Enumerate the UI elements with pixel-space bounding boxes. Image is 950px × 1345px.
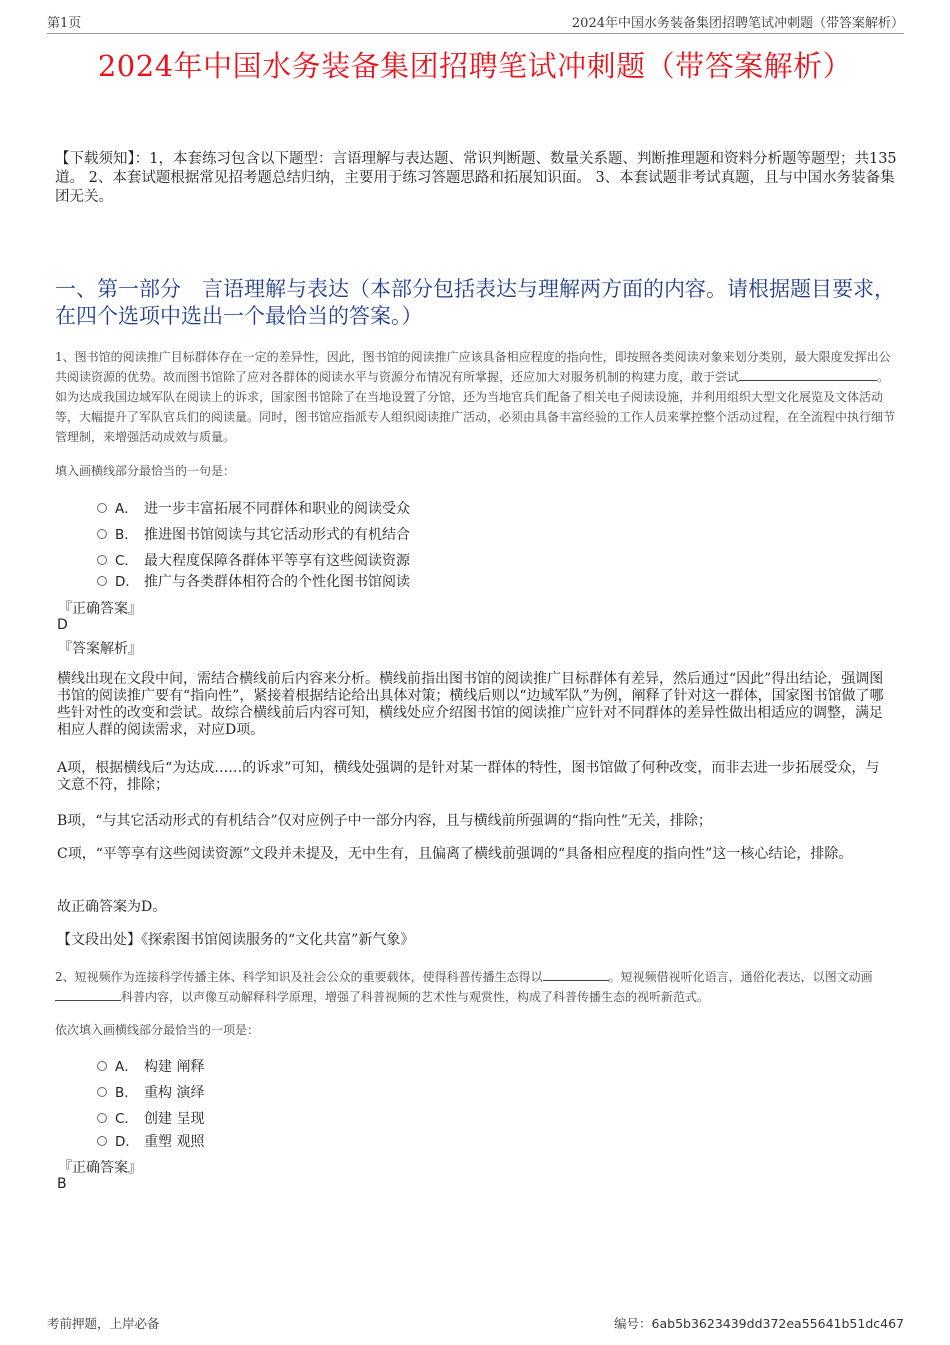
question-1-option-d[interactable]: D． 推广与各类群体相符合的个性化图书馆阅读 xyxy=(97,570,410,591)
radio-icon[interactable] xyxy=(97,555,107,565)
question-2-prompt: 依次填入画横线部分最恰当的一项是： xyxy=(55,1023,260,1037)
radio-icon[interactable] xyxy=(97,1113,107,1123)
correct-answer: B xyxy=(57,1176,67,1192)
page-number: 第1页 xyxy=(47,16,82,31)
question-2-option-c[interactable]: C． 创建 呈现 xyxy=(97,1107,204,1128)
question-2-option-d[interactable]: D． 重塑 观照 xyxy=(97,1130,204,1151)
analysis-paragraph: B项，“与其它活动形式的有机结合”仅对应例子中一部分内容，且与横线前所强调的“指向性”无关，排除； xyxy=(57,813,712,829)
radio-icon[interactable] xyxy=(97,1136,107,1146)
question-1-text-part-b: 。如为达成我国边域军队在阅读上的诉求，国家图书馆除了在当地设置了分馆，还为当地官兵们配备了相关电子阅读设施，并利用组织大型文化展览及文体活动等，大幅提升了军队官兵们的阅读量。同时，图书馆应指派专人组织阅读推广活动，必须由具备丰富经验的工作人员来掌控整个活动过程，在全流程中执行细节管理制，来增强活动成效与质量。 xyxy=(55,370,896,444)
question-1-option-b[interactable]: B． 推进图书馆阅读与其它活动形式的有机结合 xyxy=(97,523,410,544)
footer-code xyxy=(614,1314,904,1332)
question-2-text xyxy=(55,967,900,1007)
analysis-paragraph: 故正确答案为D。 xyxy=(57,899,167,915)
radio-icon[interactable] xyxy=(97,1087,107,1097)
question-2-text-part-b: 。短视频借视听化语言，通俗化表达，以图文动画 xyxy=(608,970,873,984)
question-1-text xyxy=(55,347,900,447)
correct-answer: D xyxy=(57,617,68,633)
answer-label: 『正确答案』 xyxy=(58,1160,142,1176)
analysis-label: 『答案解析』 xyxy=(58,641,142,657)
fill-blank xyxy=(739,369,877,381)
answer-label: 『正确答案』 xyxy=(58,601,142,617)
question-2-option-a[interactable]: A． 构建 阐释 xyxy=(97,1055,204,1076)
footer-slogan: 考前押题，上岸必备 xyxy=(47,1316,160,1331)
footer-code-value: 6ab5b3623439dd372ea55641b51dc467 xyxy=(651,1316,904,1331)
download-notice: 【下载须知】：1，本套练习包含以下题型：言语理解与表达题、常识判断题、数量关系题、判断推理题和资料分析题等题型；共135道。 2、本套试题根据常见招考题总结归纳，主要用于练习答题思路和拓展知识面。 3、本套试题非考试真题，且与中国水务装备集团无关。 xyxy=(55,151,897,205)
fill-blank xyxy=(543,969,609,981)
analysis-paragraph: C项，“平等享有这些阅读资源”文段并未提及，无中生有，且偏离了横线前强调的“具备相应程度的指向性”这一核心结论，排除。 xyxy=(57,846,853,862)
section-heading: 一、第一部分 言语理解与表达（本部分包括表达与理解两方面的内容。请根据题目要求，在四个选项中选出一个最恰当的答案。） xyxy=(55,277,895,328)
page-title: 2024年中国水务装备集团招聘笔试冲刺题（带答案解析） xyxy=(97,49,853,83)
question-2-text-part-c: 科普内容，以声像互动解释科学原理，增强了科普视频的艺术性与观赏性，构成了科普传播生态的视听新范式。 xyxy=(121,990,710,1004)
question-1-option-a[interactable]: A． 进一步丰富拓展不同群体和职业的阅读受众 xyxy=(97,497,410,518)
fill-blank xyxy=(55,989,121,1001)
question-1-text-part-a: 1、图书馆的阅读推广目标群体存在一定的差异性，因此，图书馆的阅读推广应该具备相应程度的指向性，即按照各类阅读对象来划分类别，最大限度发挥出公共阅读资源的优势。故而图书馆除了应对各群体的阅读水平与资源分布情况有所掌握，还应加大对服务机制的构建力度，敢于尝试 xyxy=(55,350,891,384)
question-2-text-part-a: 2、短视频作为连接科学传播主体、科学知识及社会公众的重要载体，使得科普传播生态得以 xyxy=(55,970,543,984)
analysis-paragraph: A项，根据横线后“为达成……的诉求”可知，横线处强调的是针对某一群体的特性，图书馆做了何种改变，而非去进一步拓展受众，与文意不符，排除； xyxy=(57,760,880,793)
question-1-prompt: 填入画横线部分最恰当的一句是： xyxy=(55,464,236,478)
radio-icon[interactable] xyxy=(97,576,107,586)
question-1-option-c[interactable]: C． 最大程度保障各群体平等享有这些阅读资源 xyxy=(97,549,410,570)
question-2-option-b[interactable]: B． 重构 演绎 xyxy=(97,1081,204,1102)
header-doc-title: 2024年中国水务装备集团招聘笔试冲刺题（带答案解析） xyxy=(571,16,904,31)
radio-icon[interactable] xyxy=(97,503,107,513)
radio-icon[interactable] xyxy=(97,1061,107,1071)
header-divider xyxy=(47,33,904,34)
analysis-paragraph: 横线出现在文段中间，需结合横线前后内容来分析。横线前指出图书馆的阅读推广目标群体有差异，然后通过“因此”得出结论，强调图书馆的阅读推广要有“指向性”，紧接着根据结论给出具体对策；横线后则以“边域军队”为例，阐释了针对这一群体，国家图书馆做了哪些针对性的改变和尝试。故综合横线前后内容可知，横线处应介绍图书馆的阅读推广应针对不同群体的差异性做出相适应的调整，满足相应人群的阅读需求，对应D项。 xyxy=(57,671,884,738)
radio-icon[interactable] xyxy=(97,529,107,539)
source-citation: 【文段出处】《探索图书馆阅读服务的“文化共富”新气象》 xyxy=(57,932,415,948)
footer-code-label: 编号： xyxy=(614,1316,652,1331)
